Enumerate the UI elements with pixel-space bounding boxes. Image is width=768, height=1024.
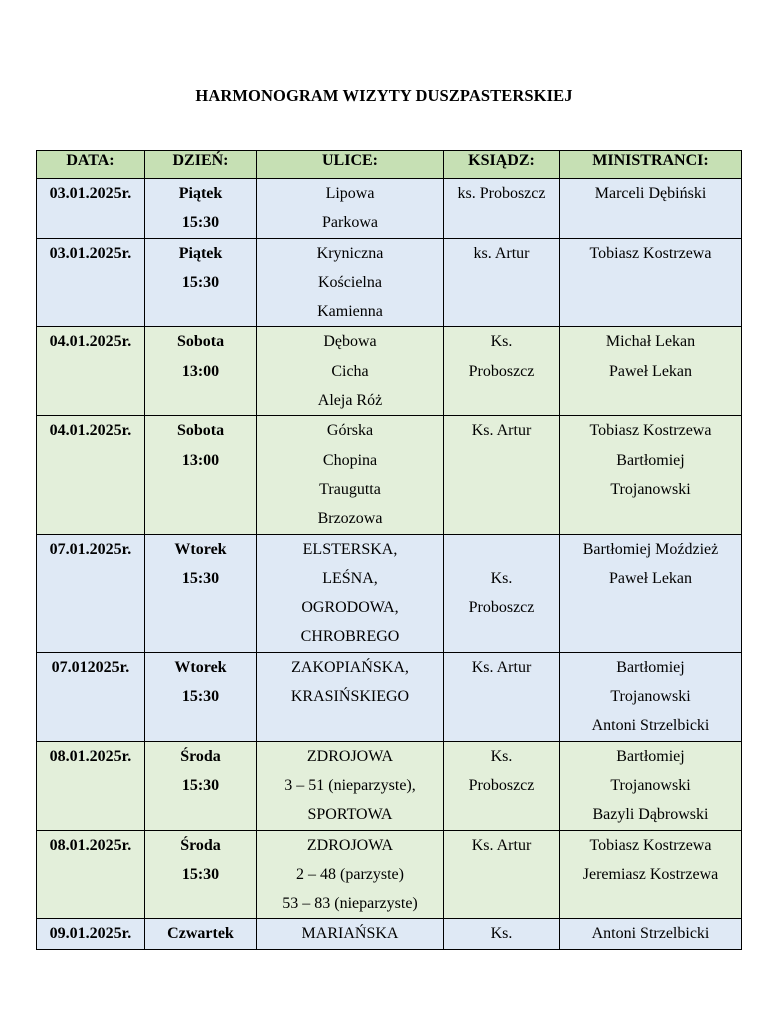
visit-time: 15:30 (181, 776, 220, 794)
altar-server-name: Jeremiasz Kostrzewa (582, 865, 719, 883)
street-name: OGRODOWA, (301, 599, 399, 617)
day-name: Sobota (176, 333, 225, 351)
date-cell (37, 919, 145, 949)
schedule-table (36, 150, 742, 950)
date-cell (37, 179, 145, 239)
street-name: Cicha (331, 362, 369, 380)
day-cell (145, 179, 257, 239)
priest-cell (444, 179, 560, 239)
street-name: ZAKOPIAŃSKA, (291, 658, 409, 676)
visit-time: 15:30 (181, 273, 220, 291)
street-name: 3 – 51 (nieparzyste), (284, 776, 416, 794)
day-cell (145, 830, 257, 919)
date-cell (37, 534, 145, 652)
date-cell (37, 830, 145, 919)
date-cell (37, 741, 145, 830)
altar-server-name: Bartłomiej Moździeż (582, 540, 719, 558)
priest-name: Proboszcz (468, 776, 535, 794)
visit-time: 15:30 (181, 214, 220, 232)
date-text: 07.012025r. (51, 658, 130, 676)
altar-server-name: Tobiasz Kostrzewa (589, 244, 712, 262)
streets-cell (257, 741, 444, 830)
altar-server-name: Trojanowski (610, 776, 691, 794)
day-cell (145, 416, 257, 534)
table-header-row (37, 151, 742, 179)
altar-server-name: Bartłomiej (616, 658, 685, 676)
altar-servers-cell (560, 534, 742, 652)
street-name: ZDROJOWA (306, 747, 394, 765)
visit-time: 13:00 (181, 451, 220, 469)
table-row (37, 741, 742, 830)
priest-name: ks. Proboszcz (457, 185, 546, 202)
date-text: 03.01.2025r. (49, 244, 132, 262)
priest-cell (444, 327, 560, 416)
streets-cell (257, 534, 444, 652)
street-name: KRASIŃSKIEGO (290, 688, 410, 706)
street-name: Dębowa (323, 333, 377, 351)
column-header-date: DATA: (37, 151, 145, 179)
date-cell (37, 327, 145, 416)
day-name: Czwartek (167, 925, 234, 943)
street-name: 2 – 48 (parzyste) (296, 865, 404, 883)
date-text: 09.01.2025r. (49, 925, 132, 943)
priest-cell (444, 919, 560, 949)
street-name: Kryniczna (316, 244, 384, 262)
altar-server-name: Bartłomiej (616, 451, 685, 469)
day-cell (145, 327, 257, 416)
priest-name: ks. Artur (473, 244, 530, 262)
street-name: MARIAŃSKA (301, 925, 399, 943)
priest-name: Ks. (490, 333, 513, 351)
altar-servers-cell (560, 238, 742, 327)
altar-server-name: Tobiasz Kostrzewa (589, 422, 712, 440)
altar-server-name: Marceli Dębiński (594, 185, 707, 202)
priest-name: Ks. (490, 925, 513, 943)
visit-time: 13:00 (181, 362, 220, 380)
street-name: Traugutta (319, 480, 381, 498)
table-row (37, 327, 742, 416)
visit-time: 15:30 (181, 569, 220, 587)
date-cell (37, 238, 145, 327)
column-header-priest: KSIĄDZ: (444, 151, 560, 179)
altar-server-name: Paweł Lekan (608, 569, 693, 587)
priest-name: Ks. (490, 747, 513, 765)
priest-cell (444, 830, 560, 919)
date-text: 08.01.2025r. (49, 747, 132, 765)
column-header-day: DZIEŃ: (145, 151, 257, 179)
page-title: HARMONOGRAM WIZYTY DUSZPASTERSKIEJ (195, 86, 573, 105)
table-row (37, 534, 742, 652)
table-row (37, 919, 742, 949)
priest-name: Ks. Artur (471, 658, 532, 676)
visit-time: 15:30 (181, 865, 220, 883)
table-body (37, 179, 742, 950)
day-name: Piątek (178, 244, 223, 262)
street-name: Górska (326, 422, 374, 440)
day-cell (145, 534, 257, 652)
priest-name: Ks. (490, 569, 513, 587)
day-name: Wtorek (174, 540, 227, 558)
visit-time: 15:30 (181, 688, 220, 706)
priest-name: Ks. Artur (471, 422, 532, 440)
altar-server-name: Antoni Strzelbicki (591, 717, 710, 735)
day-name: Piątek (178, 185, 223, 202)
day-cell (145, 741, 257, 830)
street-name: Parkowa (322, 214, 378, 232)
priest-cell (444, 652, 560, 741)
altar-server-name: Paweł Lekan (608, 362, 693, 380)
priest-name: Proboszcz (468, 599, 535, 617)
date-text: 08.01.2025r. (49, 836, 132, 854)
column-header-altar-servers: MINISTRANCI: (560, 151, 742, 179)
street-name: 53 – 83 (nieparzyste) (282, 895, 418, 913)
altar-servers-cell (560, 416, 742, 534)
street-name: ZDROJOWA (306, 836, 394, 854)
day-cell (145, 652, 257, 741)
table-row (37, 179, 742, 239)
date-text: 07.01.2025r. (49, 540, 132, 558)
altar-servers-cell (560, 652, 742, 741)
streets-cell (257, 416, 444, 534)
priest-name: Ks. Artur (471, 836, 532, 854)
priest-cell (444, 238, 560, 327)
altar-servers-cell (560, 741, 742, 830)
altar-server-name: Bazyli Dąbrowski (592, 806, 709, 824)
streets-cell (257, 179, 444, 239)
altar-server-name: Bartłomiej (616, 747, 685, 765)
priest-cell (444, 534, 560, 652)
altar-server-name: Trojanowski (610, 688, 691, 706)
date-text: 03.01.2025r. (49, 185, 132, 202)
street-name: CHROBREGO (300, 628, 400, 646)
date-text: 04.01.2025r. (49, 422, 132, 440)
altar-server-name: Trojanowski (610, 480, 691, 498)
table-row (37, 830, 742, 919)
street-name: Chopina (322, 451, 378, 469)
altar-server-name: Michał Lekan (605, 333, 696, 351)
street-name: Kościelna (318, 273, 382, 291)
table-row (37, 416, 742, 534)
day-cell (145, 238, 257, 327)
street-name: Brzozowa (317, 510, 383, 528)
altar-server-name: Tobiasz Kostrzewa (589, 836, 712, 854)
column-header-streets: ULICE: (257, 151, 444, 179)
day-name: Środa (180, 836, 221, 854)
day-name: Wtorek (174, 658, 227, 676)
priest-cell (444, 741, 560, 830)
date-text: 04.01.2025r. (49, 333, 132, 351)
date-cell (37, 652, 145, 741)
streets-cell (257, 652, 444, 741)
altar-servers-cell (560, 179, 742, 239)
date-cell (37, 416, 145, 534)
priest-name: Proboszcz (468, 362, 535, 380)
streets-cell (257, 327, 444, 416)
day-cell (145, 919, 257, 949)
street-name: LEŚNA, (322, 569, 378, 587)
day-name: Środa (180, 747, 221, 765)
streets-cell (257, 919, 444, 949)
street-name: Lipowa (325, 185, 375, 202)
table-row (37, 652, 742, 741)
street-name: ELSTERSKA, (302, 540, 398, 558)
altar-server-name: Antoni Strzelbicki (591, 925, 710, 943)
table-row (37, 238, 742, 327)
altar-servers-cell (560, 919, 742, 949)
priest-cell (444, 416, 560, 534)
altar-servers-cell (560, 830, 742, 919)
streets-cell (257, 830, 444, 919)
altar-servers-cell (560, 327, 742, 416)
street-name: Kamienna (317, 303, 383, 321)
day-name: Sobota (176, 422, 225, 440)
street-name: Aleja Róż (317, 392, 383, 410)
street-name: SPORTOWA (307, 806, 393, 824)
streets-cell (257, 238, 444, 327)
